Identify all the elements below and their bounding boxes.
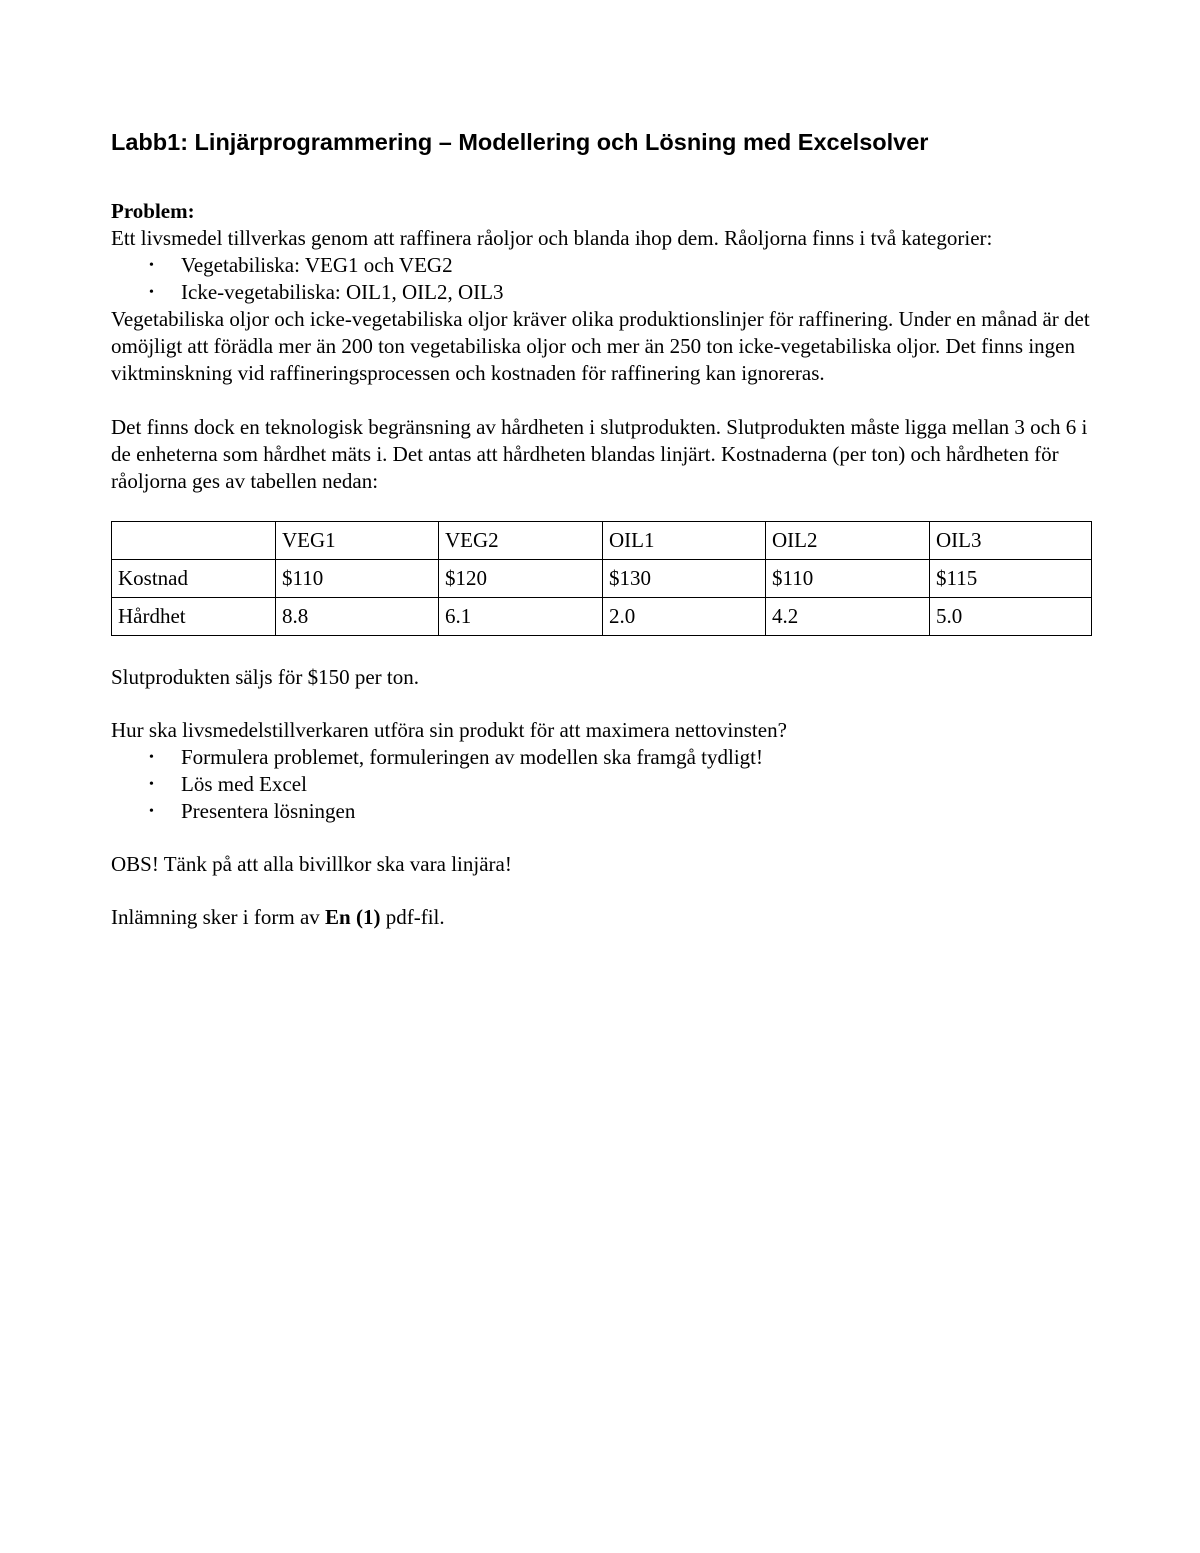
question-paragraph: Hur ska livsmedelstillverkaren utföra sin produkt för att maximera nettovinsten? xyxy=(111,718,787,742)
intro-paragraph: Ett livsmedel tillverkas genom att raffinera råoljor och blanda ihop dem. Råoljorna finns i två kategorier: xyxy=(111,226,993,250)
oil-data-table xyxy=(111,521,1092,636)
list-item-text: Vegetabiliska: VEG1 och VEG2 xyxy=(181,253,453,277)
list-item-text: Presentera lösningen xyxy=(181,799,356,823)
submission-count: En (1) xyxy=(325,905,381,929)
capacity-paragraph: Vegetabiliska oljor och icke-vegetabiliska oljor kräver olika produktionslinjer för raffinering. Under en månad är det omöjligt att förädla mer än 200 ton vegetabiliska oljor och mer än 250 ton icke-vegetabiliska oljor. Det finns ingen viktminskning vid raffineringsprocessen och kostnaden för raffinering kan ignoreras. xyxy=(111,307,1090,385)
list-item xyxy=(111,771,1091,798)
list-item-text: Formulera problemet, formuleringen av modellen ska framgå tydligt! xyxy=(181,745,763,769)
table-cell: VEG1 xyxy=(276,522,439,560)
task-list xyxy=(111,744,1091,825)
table-cell: $120 xyxy=(439,560,603,598)
table-cell: 8.8 xyxy=(276,598,439,636)
table-cell: $110 xyxy=(276,560,439,598)
table-cell: $110 xyxy=(766,560,930,598)
bullet-icon: • xyxy=(149,258,154,273)
category-list xyxy=(111,252,1091,306)
list-item xyxy=(111,798,1091,825)
table-cell: 2.0 xyxy=(603,598,766,636)
hardness-paragraph: Det finns dock en teknologisk begränsning av hårdheten i slutprodukten. Slutprodukten måste ligga mellan 3 och 6 i de enheterna som hårdhet mäts i. Det antas att hårdheten blandas linjärt. Kostnaderna (per ton) och hårdheten för råoljorna ges av tabellen nedan: xyxy=(111,415,1088,493)
document-page xyxy=(111,126,1091,931)
note-paragraph: OBS! Tänk på att alla bivillkor ska vara linjära! xyxy=(111,852,512,876)
table-cell: Kostnad xyxy=(112,560,276,598)
table-row xyxy=(112,598,1092,636)
table-cell: $130 xyxy=(603,560,766,598)
list-item xyxy=(111,252,1091,279)
list-item xyxy=(111,279,1091,306)
table-cell: 4.2 xyxy=(766,598,930,636)
table-cell: OIL1 xyxy=(603,522,766,560)
table-header-row xyxy=(112,522,1092,560)
table-cell xyxy=(112,522,276,560)
submission-suffix: pdf-fil. xyxy=(380,905,445,929)
bullet-icon: • xyxy=(149,750,154,765)
table-cell: OIL3 xyxy=(930,522,1092,560)
bullet-icon: • xyxy=(149,777,154,792)
document-title: Labb1: Linjärprogrammering – Modellering och Lösning med Excelsolver xyxy=(111,129,929,155)
submission-paragraph xyxy=(111,904,1091,931)
bullet-icon: • xyxy=(149,285,154,300)
list-item xyxy=(111,744,1091,771)
bullet-icon: • xyxy=(149,804,154,819)
list-item-text: Lös med Excel xyxy=(181,772,307,796)
table-cell: $115 xyxy=(930,560,1092,598)
table-row xyxy=(112,560,1092,598)
problem-label: Problem: xyxy=(111,199,195,223)
list-item-text: Icke-vegetabiliska: OIL1, OIL2, OIL3 xyxy=(181,280,504,304)
table-cell: Hårdhet xyxy=(112,598,276,636)
table-cell: OIL2 xyxy=(766,522,930,560)
table-cell: VEG2 xyxy=(439,522,603,560)
table-cell: 5.0 xyxy=(930,598,1092,636)
submission-prefix: Inlämning sker i form av xyxy=(111,905,326,929)
table-cell: 6.1 xyxy=(439,598,603,636)
price-paragraph: Slutprodukten säljs för $150 per ton. xyxy=(111,665,419,689)
